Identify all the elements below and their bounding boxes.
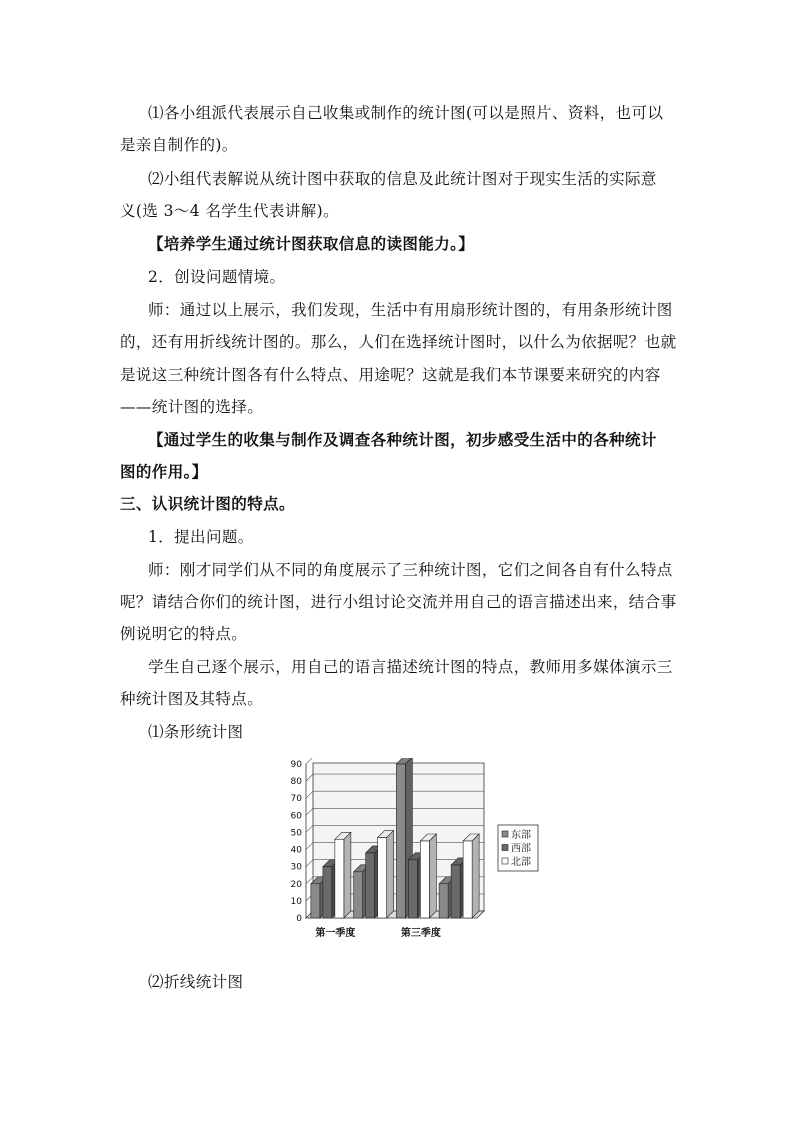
legend-swatch	[502, 831, 508, 837]
y-tick-label: 80	[290, 777, 302, 788]
x-tick-label: 第一季度	[315, 928, 356, 939]
y-tick-label: 40	[290, 845, 302, 856]
y-tick-label: 10	[290, 896, 302, 907]
bar-chart	[280, 758, 550, 948]
y-tick-label: 0	[296, 914, 302, 924]
bar-side	[344, 832, 351, 918]
bar	[335, 839, 344, 918]
y-tick-label: 30	[290, 862, 302, 873]
paragraph-line: 图的作用。】	[120, 463, 208, 481]
bar-side	[472, 834, 479, 918]
paragraph-line: 2．创设问题情境。	[148, 268, 286, 286]
bar	[439, 884, 448, 918]
paragraph-line: 师：刚才同学们从不同的角度展示了三种统计图，它们之间各自有什么特点	[148, 561, 673, 579]
bar	[378, 838, 387, 918]
bar	[366, 853, 375, 918]
paragraph-line: ——统计图的选择。	[120, 398, 264, 416]
legend-label: 西部	[511, 843, 531, 855]
paragraph-line: 呢？请结合你们的统计图，进行小组讨论交流并用自己的语言描述出来，结合事	[120, 593, 677, 611]
chart-caption: ⑴条形统计图	[148, 723, 244, 741]
y-tick-label: 50	[290, 828, 302, 839]
y-tick-label: 70	[290, 794, 302, 805]
paragraph-line: 学生自己逐个展示，用自己的语言描述统计图的特点，教师用多媒体演示三	[148, 658, 673, 676]
paragraph-line: 的，还有用折线统计图的。那么，人们在选择统计图时，以什么为依据呢？也就	[120, 333, 677, 351]
bar	[420, 841, 429, 918]
bar	[311, 884, 320, 918]
bar	[408, 860, 417, 918]
bar	[396, 764, 405, 918]
paragraph-line: 种统计图及其特点。	[120, 690, 264, 708]
y-tick-label: 90	[290, 760, 302, 770]
paragraph-line: 【培养学生通过统计图获取信息的读图能力。】	[148, 235, 475, 253]
paragraph-line: 1．提出问题。	[148, 528, 254, 546]
legend-label: 东部	[511, 830, 531, 841]
bar-side	[429, 834, 436, 918]
paragraph-line: 【通过学生的收集与制作及调查各种统计图，初步感受生活中的各种统计	[148, 431, 657, 449]
y-tick-label: 60	[290, 811, 302, 822]
bar	[463, 841, 472, 918]
bar	[354, 872, 363, 918]
y-tick-label: 20	[290, 879, 302, 890]
legend-swatch	[502, 858, 508, 864]
paragraph-line: ⑵小组代表解说从统计图中获取的信息及此统计图对于现实生活的实际意	[148, 170, 657, 188]
paragraph-line: 例说明它的特点。	[120, 625, 248, 643]
paragraph-line: 是亲自制作的)。	[120, 136, 238, 154]
bar	[323, 867, 332, 918]
bar-side	[387, 831, 394, 918]
paragraph-line: 义(选 3～4 名学生代表讲解)。	[120, 202, 339, 220]
paragraph-line: 师：通过以上展示，我们发现，生活中有用扇形统计图的，有用条形统计图	[148, 301, 673, 319]
section-heading: 三、认识统计图的特点。	[120, 495, 295, 513]
x-tick-label: 第三季度	[400, 928, 441, 939]
chart-caption: ⑵折线统计图	[148, 973, 244, 991]
bar	[451, 865, 460, 918]
legend-label: 北部	[511, 857, 531, 868]
legend-swatch	[502, 845, 508, 851]
paragraph-line: ⑴各小组派代表展示自己收集或制作的统计图(可以是照片、资料，也可以	[148, 104, 664, 122]
paragraph-line: 是说这三种统计图各有什么特点、用途呢？这就是我们本节课要来研究的内容	[120, 366, 661, 384]
bar-chart-svg	[280, 758, 550, 948]
